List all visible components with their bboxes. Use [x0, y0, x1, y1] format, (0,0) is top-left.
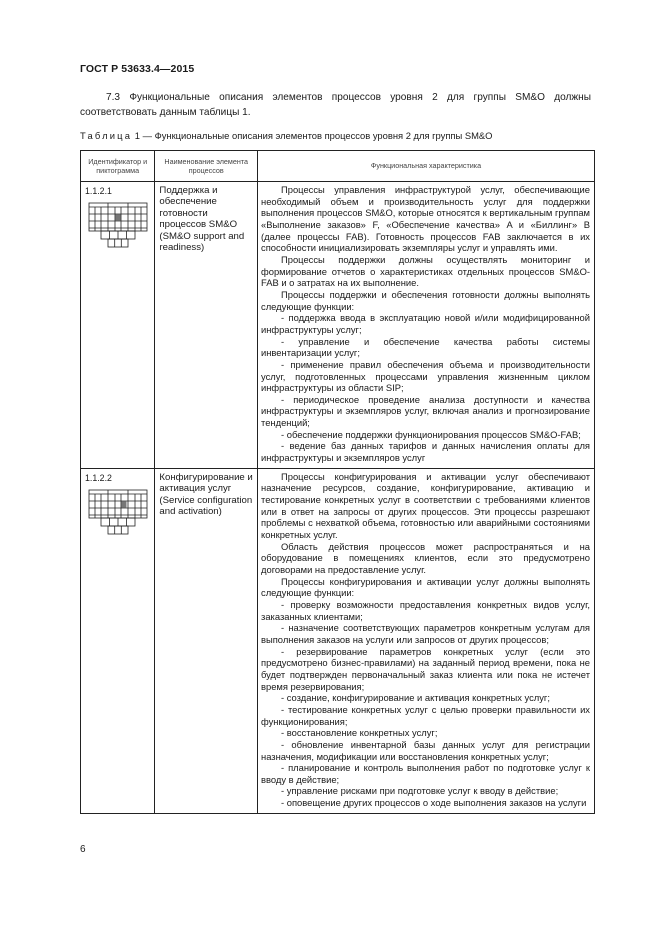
func-list-item: - резервирование параметров конкретных услуг (если это предусмотрено бизнес-правилами) на заданный период времени, пока не будет подтвержден первоначальный заказ клиента или пока не истечет время резервирования;	[261, 645, 590, 692]
header-func: Функциональная характеристика	[258, 151, 595, 182]
process-pictogram-icon	[88, 202, 148, 252]
func-list-item: - периодическое проведение анализа доступности и качества инфраструктуры и экземпляров услуг, включая анализ и прогнозирование тенденций;	[261, 393, 590, 429]
process-table	[80, 150, 595, 814]
table-row	[81, 182, 595, 469]
func-list-item: - создание, конфигурирование и активация конкретных услуг;	[281, 692, 550, 704]
row-func	[258, 468, 595, 813]
func-list-item: - обновление инвентарной базы данных услуг для регистрации назначения, модификации или восстановления конкретных услуг;	[261, 738, 590, 762]
table-caption	[80, 130, 600, 141]
header-name: Наименование элемента процессов	[155, 151, 258, 182]
func-list-item: - применение правил обеспечения объема и производительности услуг, подготовленных процессами управления жизненным циклом инфраструктуры из области SIP;	[261, 358, 590, 394]
table-caption-text: 1 — Функциональные описания элементов процессов уровня 2 для группы SM&O	[134, 130, 493, 141]
func-list-item: - восстановление конкретных услуг;	[281, 727, 438, 739]
func-list-item: - тестирование конкретных услуг с целью проверки правильности их функционирования;	[261, 703, 590, 727]
document-header: ГОСТ Р 53633.4—2015	[80, 63, 195, 75]
func-list-item: - назначение соответствующих параметров конкретным услугам для выполнения заказов на услуги или запросов от других процессов;	[261, 622, 590, 645]
func-paragraph: Процессы поддержки должны осуществлять мониторинг и формирование отчетов о характеристиках отдельных процессов SM&O-FAB и о затратах на их выполнение.	[261, 253, 590, 289]
table-caption-label: Таблица	[80, 130, 133, 141]
func-list-item: - поддержка ввода в эксплуатацию новой и/или модифицированной инфраструктуры услуг;	[261, 312, 590, 335]
row-func	[258, 182, 595, 469]
func-list-item: - планирование и контроль выполнения работ по подготовке услуг к вводу в действие;	[261, 762, 590, 785]
func-paragraph: Процессы конфигурирования и активации услуг должны выполнять следующие функции:	[261, 575, 590, 599]
func-list-item: - проверку возможности предоставления конкретных видов услуг, заказанных клиентами;	[261, 598, 590, 622]
func-list-item: - обеспечение поддержки функционирования процессов SM&O-FAB;	[281, 428, 581, 440]
row-name: Конфигурирование и активация услуг (Service configuration and activation)	[155, 468, 258, 813]
func-list-item: - оповещение других процессов о ходе выполнения заказов на услуги	[281, 797, 587, 809]
header-id: Идентификатор и пиктограмма	[81, 151, 155, 182]
func-paragraph: Процессы поддержки и обеспечения готовности должны выполнять следующие функции:	[261, 288, 590, 312]
row-id-cell	[81, 182, 155, 469]
row-id-cell	[81, 468, 155, 813]
func-paragraph: Процессы управления инфраструктурой услуг, обеспечивающие необходимый объем и производительность услуг для поддержки выполнения процессов SM&O, которые относятся к вертикальным группам «Выполнение заказов» F, «Обеспечение качества» A и «Биллинг» B (далее процессы FAB). Готовность процессов FAB заключается в их способности инициализировать экземпляры услуг и управлять ими.	[261, 184, 590, 254]
func-list-item: - управление и обеспечение качества работы системы инвентаризации услуг;	[261, 335, 590, 359]
row-name: Поддержка и обеспечение готовности процессов SM&O (SM&O support and readiness)	[155, 182, 258, 469]
row-id: 1.1.2.2	[85, 472, 112, 483]
func-paragraph: Процессы конфигурирования и активации услуг обеспечивают назначение ресурсов, создание, конфигурирование, активацию и тестирование конкретных услуг в соответствии с требованиями клиентов или в ответ на запросы от других процессов. Эти процессы разрешают проблемы с нехваткой объема, готовностью или аварийными состояниями конкретных услуг.	[261, 470, 590, 541]
process-pictogram-icon	[88, 489, 148, 539]
func-paragraph: Область действия процессов может распространяться и на оборудование в помещениях клиентов, если это предусмотрено договорами на предоставление услуг.	[261, 540, 590, 575]
table-header-row	[81, 151, 595, 182]
intro-paragraph: 7.3 Функциональные описания элементов процессов уровня 2 для группы SM&O должны соответствовать данным таблицы 1.	[80, 92, 591, 118]
row-id: 1.1.2.1	[85, 186, 112, 196]
table-row	[81, 468, 595, 813]
func-list-item: - управление рисками при подготовке услуг к вводу в действие;	[281, 785, 559, 797]
func-list-item: - ведение баз данных тарифов и данных начисления оплаты для инфраструктуры и экземпляров услуг	[261, 440, 590, 464]
page-number: 6	[80, 844, 86, 855]
